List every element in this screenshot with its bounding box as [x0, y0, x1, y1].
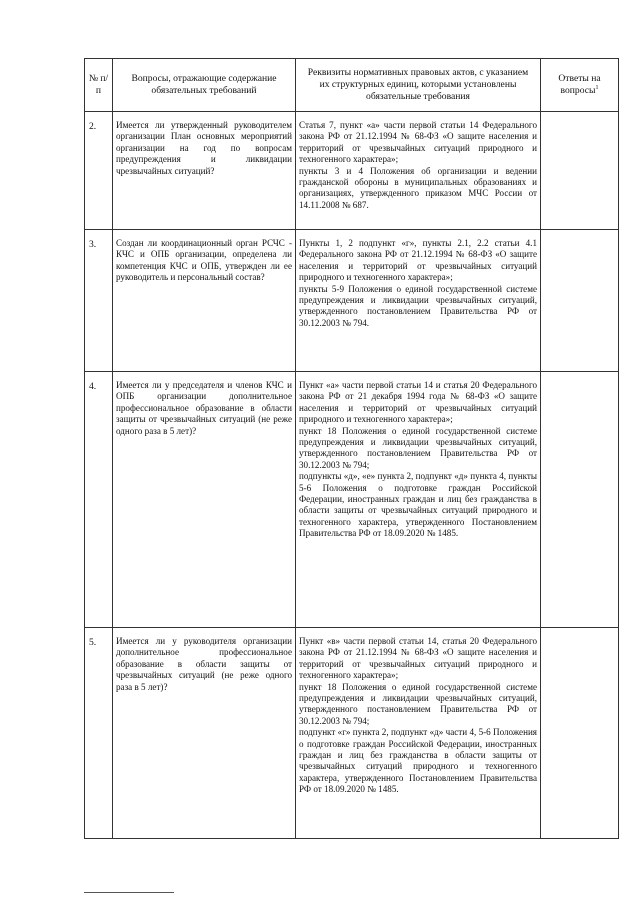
legal-act-ref: Пункт «а» части первой статьи 14 и статья 20 Федерального закона РФ от 21 декабря 1994 года № 68-ФЗ «О защите населения и территорий от чрезвычайных ситуаций природного и техногенного характера»;: [299, 380, 537, 425]
legal-act-ref: пункты 5-9 Положения о единой государственной системе предупреждения и ликвидации чрезвычайных ситуаций, утвержденного постановлением Правительства РФ от 30.12.2003 № 794.: [299, 283, 537, 328]
table-row: [85, 372, 619, 628]
header-answers: [541, 59, 619, 112]
legal-act-ref: Статья 7, пункт «а» части первой статьи 14 Федерального закона РФ от 21.12.1994 № 68-ФЗ «О защите населения и территорий от чрезвычайных ситуаций природного и техногенного характера»;: [299, 120, 537, 165]
row-legal-acts: [296, 112, 541, 230]
header-questions: Вопросы, отражающие содержание обязательных требований: [113, 59, 296, 112]
footnote-separator: [84, 892, 174, 893]
row-legal-acts: [296, 628, 541, 839]
row-number: 4.: [85, 372, 113, 628]
legal-act-ref: Пункты 1, 2 подпункт «г», пункты 2.1, 2.2 статьи 4.1 Федерального закона РФ от 21.12.1994 № 68-ФЗ «О защите населения и территорий от чрезвычайных ситуаций природного и техногенного характера»;: [299, 238, 537, 283]
table-row: [85, 230, 619, 372]
answer-cell[interactable]: [541, 372, 619, 628]
table-header-row: [85, 59, 619, 112]
legal-act-ref: подпункты «д», «е» пункта 2, подпункт «д» пункта 4, пункты 5-6 Положения о подготовке граждан Российской Федерации, иностранных граждан и лиц без гражданства в области защиты от чрезвычайных ситуаций природного и техногенного характера, утвержденного Постановлением Правительства РФ от 18.09.2020 № 1485.: [299, 471, 537, 539]
answer-cell[interactable]: [541, 628, 619, 839]
requirements-table: [84, 58, 619, 839]
legal-act-ref: пункты 3 и 4 Положения об организации и ведении гражданской обороны в муниципальных образованиях и организациях, утвержденного приказом МЧС России от 14.11.2008 № 687.: [299, 165, 537, 210]
row-legal-acts: [296, 372, 541, 628]
footnote-mark: 1: [595, 84, 599, 91]
row-question: Создан ли координационный орган РСЧС - КЧС и ОПБ организации, определена ли компетенция КЧС и ОПБ, утвержден ли ее руководитель и персональный состав?: [113, 230, 296, 372]
row-number: 5.: [85, 628, 113, 839]
header-answers-label: Ответы на вопросы: [558, 73, 601, 96]
table-row: [85, 112, 619, 230]
checklist-page: [84, 58, 618, 839]
legal-act-ref: подпункт «г» пункта 2, подпункт «д» части 4, 5-6 Положения о подготовке граждан Российской Федерации, иностранных граждан и лиц без гражданства в области защиты от чрезвычайных ситуаций природного и техногенного характера, утвержденного Постановлением Правительства РФ от 18.09.2020 № 1485.: [299, 727, 537, 795]
row-question: Имеется ли утвержденный руководителем организации План основных мероприятий организации на год по вопросам предупреждения и ликвидации чрезвычайных ситуаций?: [113, 112, 296, 230]
answer-cell[interactable]: [541, 230, 619, 372]
row-number: 2.: [85, 112, 113, 230]
table-row: [85, 628, 619, 839]
header-number: № п/п: [85, 59, 113, 112]
row-legal-acts: [296, 230, 541, 372]
legal-act-ref: пункт 18 Положения о единой государственной системе предупреждения и ликвидации чрезвычайных ситуаций, утвержденного постановлением Правительства РФ от 30.12.2003 № 794;: [299, 681, 537, 726]
row-question: Имеется ли у руководителя организации дополнительное профессиональное образование в области защиты от чрезвычайных ситуаций (не реже одного раза в 5 лет)?: [113, 628, 296, 839]
legal-act-ref: Пункт «в» части первой статьи 14, статья 20 Федерального закона РФ от 21.12.1994 № 68-ФЗ «О защите населения и территорий от чрезвычайных ситуаций природного и техногенного характера»;: [299, 636, 537, 681]
row-question: Имеется ли у председателя и членов КЧС и ОПБ организации дополнительное профессиональное образование в области защиты от чрезвычайных ситуаций (не реже одного раза в 5 лет)?: [113, 372, 296, 628]
answer-cell[interactable]: [541, 112, 619, 230]
header-legal-acts: Реквизиты нормативных правовых актов, с указанием их структурных единиц, которыми установлены обязательные требования: [296, 59, 541, 112]
legal-act-ref: пункт 18 Положения о единой государственной системе предупреждения и ликвидации чрезвычайных ситуаций, утвержденного постановлением Правительства РФ от 30.12.2003 № 794;: [299, 425, 537, 470]
row-number: 3.: [85, 230, 113, 372]
